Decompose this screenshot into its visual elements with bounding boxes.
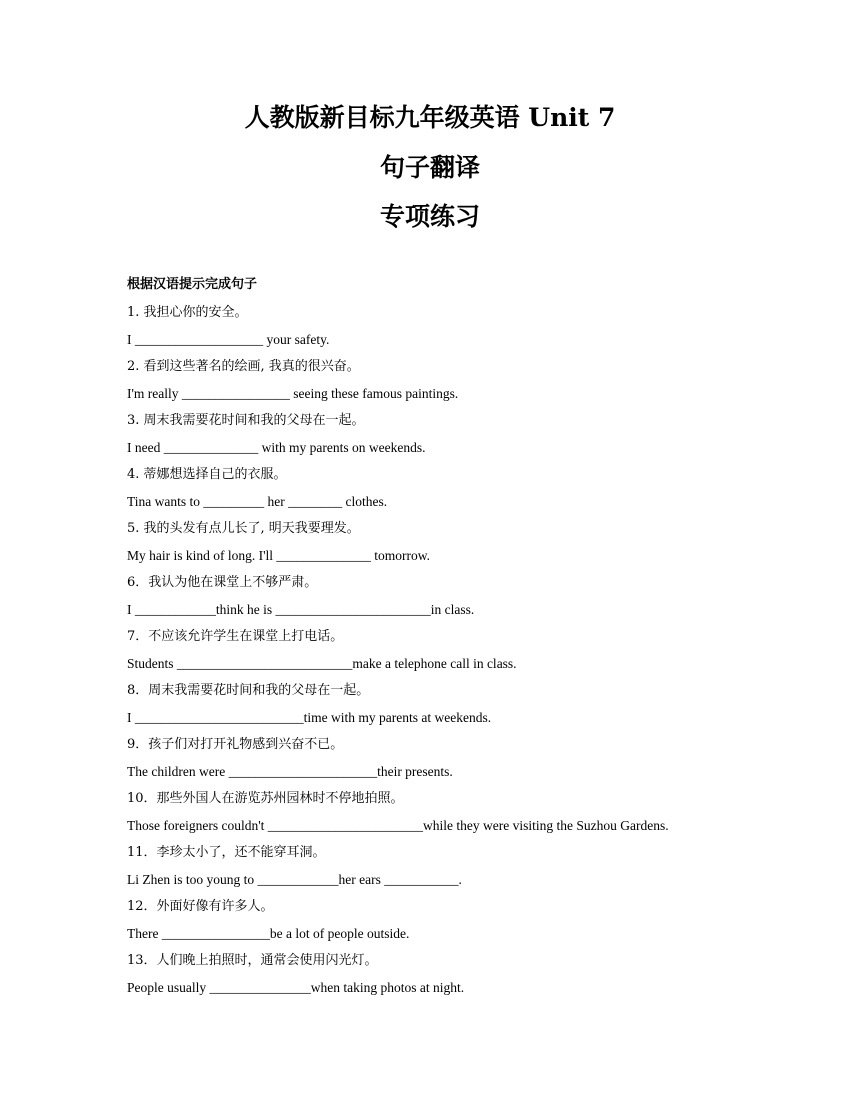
answer-line: Those foreigners couldn't _______________________while they were visiting the Suzhou Gardens. [127,818,669,833]
question-text: 13．人们晚上拍照时，通常会使用闪光灯。 [127,953,378,968]
answer-line: There ________________be a lot of people outside. [127,926,410,941]
question-text: 1. 我担心你的安全。 [127,305,248,320]
exercise-item [127,680,827,734]
exercise-item [127,518,827,572]
exercise-item [127,572,827,626]
section-heading: 根据汉语提示完成句子 [127,277,258,292]
exercise-item [127,842,827,896]
exercise-item [127,626,827,680]
question-text: 10．那些外国人在游览苏州园林时不停地拍照。 [127,791,404,806]
exercise-item [127,464,827,518]
answer-line: I _________________________time with my parents at weekends. [127,710,492,725]
exercise-item [127,950,827,1004]
question-text: 4. 蒂娜想选择自己的衣服。 [127,467,287,482]
question-text: 6．我认为他在课堂上不够严肃。 [127,575,318,590]
exercise-item [127,356,827,410]
page-subtitle: 句子翻译 [379,153,480,182]
exercise-item [127,410,827,464]
question-text: 2. 看到这些著名的绘画, 我真的很兴奋。 [127,359,360,374]
question-text: 8．周末我需要花时间和我的父母在一起。 [127,683,370,698]
page-subtitle-2: 专项练习 [379,202,480,231]
question-text: 7．不应该允许学生在课堂上打电话。 [127,629,344,644]
answer-line: I ____________think he is _______________________in class. [127,602,475,617]
answer-line: Li Zhen is too young to ____________her ears ___________. [127,872,462,887]
exercise-item [127,896,827,950]
question-text: 11．李珍太小了，还不能穿耳洞。 [127,845,326,860]
exercise-item [127,302,827,356]
answer-line: People usually _______________when taking photos at night. [127,980,465,995]
answer-line: I'm really ________________ seeing these famous paintings. [127,386,459,401]
exercise-list [127,302,827,1004]
question-text: 5. 我的头发有点儿长了, 明天我要理发。 [127,521,360,536]
question-text: 12．外面好像有许多人。 [127,899,274,914]
answer-line: Students __________________________make a telephone call in class. [127,656,517,671]
exercise-item [127,734,827,788]
exercise-item [127,788,827,842]
answer-line: Tina wants to _________ her ________ clothes. [127,494,388,509]
question-text: 9．孩子们对打开礼物感到兴奋不已。 [127,737,344,752]
answer-line: The children were ______________________their presents. [127,764,453,779]
page-title: 人教版新目标九年级英语 Unit 7 [244,103,616,132]
question-text: 3. 周末我需要花时间和我的父母在一起。 [127,413,365,428]
answer-line: I ___________________ your safety. [127,332,330,347]
answer-line: I need ______________ with my parents on weekends. [127,440,426,455]
answer-line: My hair is kind of long. I'll ______________ tomorrow. [127,548,431,563]
